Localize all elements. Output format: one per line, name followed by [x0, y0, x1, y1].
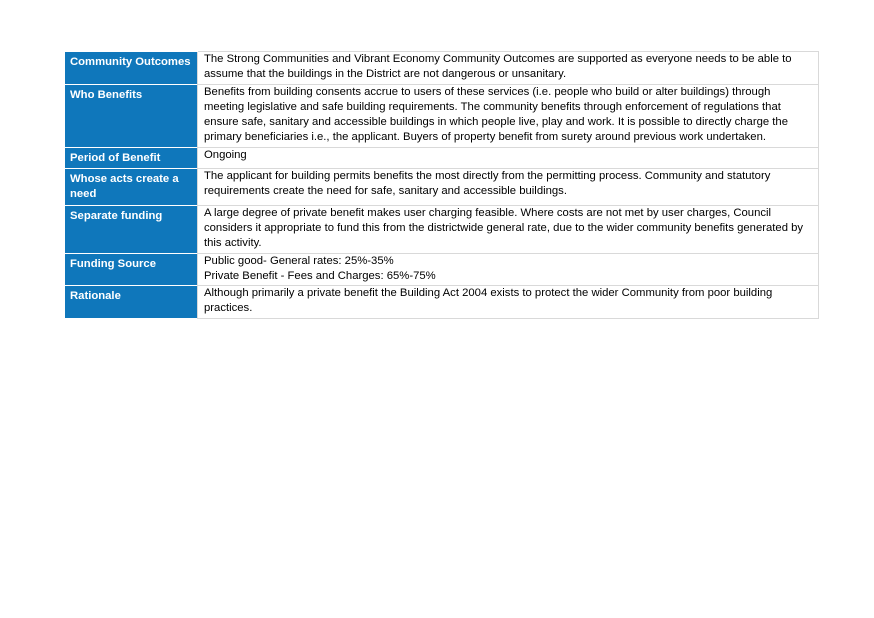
row-value-text: The applicant for building permits benefits the most directly from the permitting process. Community and statutory requirements create the need for safe, sanitary and accessible buildings.	[204, 170, 771, 198]
row-value-text: The Strong Communities and Vibrant Economy Community Outcomes are supported as everyone needs to be able to assume that the buildings in the District are not dangerous or unsanitary.	[204, 53, 792, 81]
row-value	[198, 147, 819, 168]
row-value	[198, 205, 819, 253]
row-value	[198, 253, 819, 286]
row-value-text: Ongoing	[204, 148, 247, 161]
table-row-who-benefits	[65, 84, 819, 147]
row-value	[198, 286, 819, 319]
table-row-rationale	[65, 286, 819, 319]
row-value-text: Public good- General rates: 25%-35%	[204, 254, 394, 267]
row-value	[198, 52, 819, 85]
table-row-community-outcomes	[65, 52, 819, 85]
row-label: Separate funding	[65, 205, 198, 253]
table-row-whose-acts	[65, 169, 819, 206]
row-label: Rationale	[65, 286, 198, 319]
table-row-period-of-benefit	[65, 147, 819, 168]
table-row-separate-funding	[65, 205, 819, 253]
row-label: Funding Source	[65, 253, 198, 286]
funding-info-table	[65, 51, 819, 319]
row-value-text: Private Benefit - Fees and Charges: 65%-75%	[204, 269, 436, 282]
row-label: Community Outcomes	[65, 52, 198, 85]
row-label: Period of Benefit	[65, 147, 198, 168]
row-value	[198, 84, 819, 147]
row-label: Whose acts create a need	[65, 169, 198, 206]
row-value	[198, 169, 819, 206]
row-label: Who Benefits	[65, 84, 198, 147]
row-value-text: Although primarily a private benefit the Building Act 2004 exists to protect the wider Community from poor building practices.	[204, 287, 773, 315]
row-value-text: Benefits from building consents accrue to users of these services (i.e. people who build or alter buildings) through meeting legislative and safe building requirements. The community benefits through enforcement of regulations that ensure safe, sanitary and accessible buildings in which people live, play and work. It is possible to directly charge the primary beneficiaries i.e., the applicant. Buyers of property benefit from surety around previous work undertaken.	[204, 85, 788, 144]
row-value-text: A large degree of private benefit makes user charging feasible. Where costs are not met by user charges, Council considers it appropriate to fund this from the districtwide general rate, due to the wider community benefits generated by this activity.	[204, 206, 804, 250]
table-row-funding-source	[65, 253, 819, 286]
